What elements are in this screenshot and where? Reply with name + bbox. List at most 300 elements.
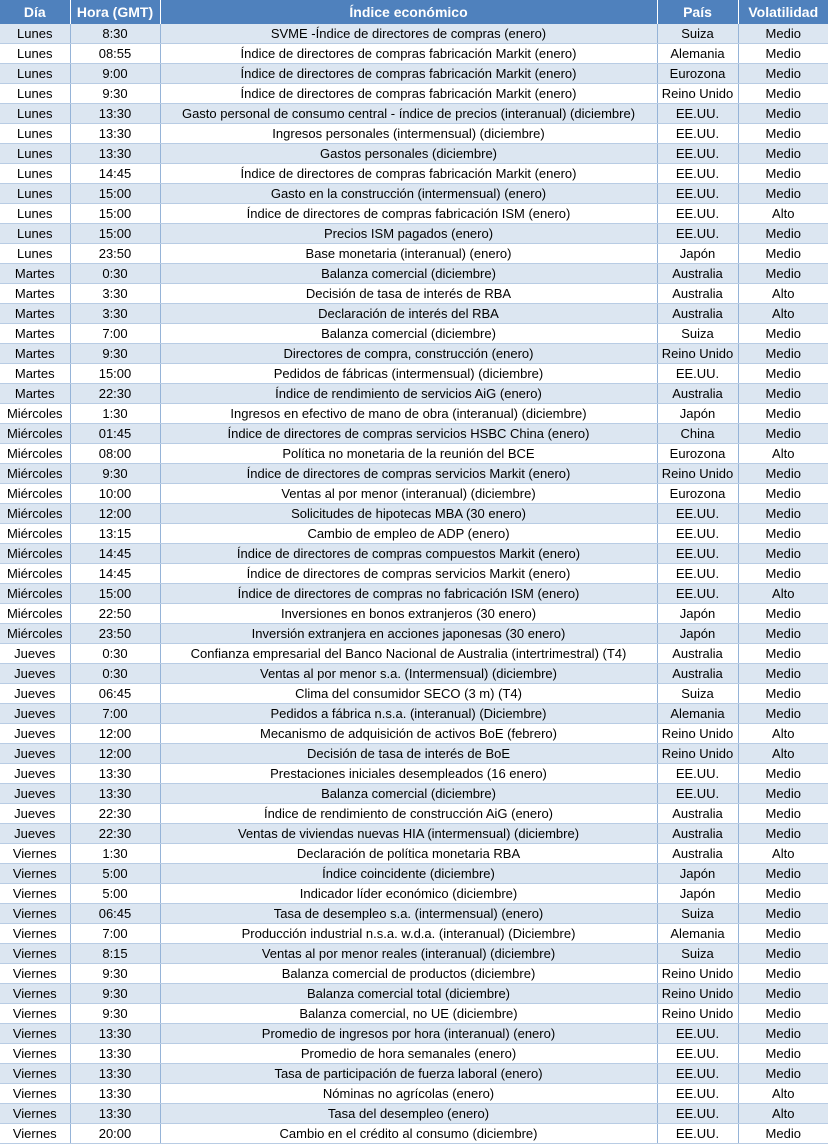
cell-pais: EE.UU. [657, 124, 738, 144]
cell-hora: 13:30 [70, 1064, 160, 1084]
cell-hora: 9:30 [70, 344, 160, 364]
table-row [0, 124, 828, 144]
cell-dia: Viernes [0, 1004, 70, 1024]
cell-hora: 14:45 [70, 164, 160, 184]
cell-pais: EE.UU. [657, 544, 738, 564]
cell-pais: Alemania [657, 924, 738, 944]
cell-indice: Promedio de hora semanales (enero) [160, 1044, 657, 1064]
table-row [0, 164, 828, 184]
cell-pais: EE.UU. [657, 164, 738, 184]
cell-dia: Martes [0, 384, 70, 404]
cell-volatilidad: Medio [738, 1004, 828, 1024]
cell-hora: 15:00 [70, 364, 160, 384]
cell-pais: Alemania [657, 704, 738, 724]
cell-dia: Miércoles [0, 524, 70, 544]
cell-indice: Índice de directores de compras fabricación ISM (enero) [160, 204, 657, 224]
cell-hora: 9:30 [70, 984, 160, 1004]
cell-indice: Mecanismo de adquisición de activos BoE (febrero) [160, 724, 657, 744]
cell-hora: 13:30 [70, 144, 160, 164]
table-row [0, 584, 828, 604]
table-row [0, 524, 828, 544]
table-row [0, 384, 828, 404]
cell-pais: EE.UU. [657, 1024, 738, 1044]
cell-hora: 12:00 [70, 504, 160, 524]
table-row [0, 404, 828, 424]
cell-indice: Indicador líder económico (diciembre) [160, 884, 657, 904]
cell-dia: Viernes [0, 964, 70, 984]
table-row [0, 464, 828, 484]
table-row [0, 204, 828, 224]
header-volatilidad: Volatilidad [738, 0, 828, 24]
cell-dia: Viernes [0, 864, 70, 884]
cell-indice: Política no monetaria de la reunión del BCE [160, 444, 657, 464]
cell-hora: 12:00 [70, 724, 160, 744]
cell-hora: 13:30 [70, 104, 160, 124]
cell-pais: Japón [657, 884, 738, 904]
header-row [0, 0, 828, 24]
cell-indice: Balanza comercial (diciembre) [160, 324, 657, 344]
cell-volatilidad: Medio [738, 404, 828, 424]
header-indice: Índice económico [160, 0, 657, 24]
cell-dia: Lunes [0, 124, 70, 144]
cell-hora: 13:30 [70, 1024, 160, 1044]
cell-indice: Balanza comercial (diciembre) [160, 784, 657, 804]
cell-indice: Índice de directores de compras fabricación Markit (enero) [160, 84, 657, 104]
cell-volatilidad: Medio [738, 364, 828, 384]
cell-volatilidad: Alto [738, 844, 828, 864]
cell-hora: 22:30 [70, 384, 160, 404]
cell-pais: EE.UU. [657, 584, 738, 604]
cell-dia: Lunes [0, 144, 70, 164]
cell-pais: Japón [657, 604, 738, 624]
table-row [0, 564, 828, 584]
cell-pais: Alemania [657, 44, 738, 64]
cell-indice: Índice de directores de compras fabricación Markit (enero) [160, 44, 657, 64]
cell-pais: EE.UU. [657, 104, 738, 124]
cell-pais: Australia [657, 264, 738, 284]
cell-hora: 08:00 [70, 444, 160, 464]
cell-dia: Miércoles [0, 624, 70, 644]
cell-hora: 1:30 [70, 844, 160, 864]
cell-indice: Ventas al por menor reales (interanual) (diciembre) [160, 944, 657, 964]
cell-hora: 23:50 [70, 244, 160, 264]
cell-volatilidad: Alto [738, 1104, 828, 1124]
cell-indice: Índice de directores de compras fabricación Markit (enero) [160, 164, 657, 184]
cell-dia: Miércoles [0, 404, 70, 424]
cell-dia: Viernes [0, 944, 70, 964]
header-pais: País [657, 0, 738, 24]
cell-volatilidad: Medio [738, 624, 828, 644]
cell-indice: Prestaciones iniciales desempleados (16 enero) [160, 764, 657, 784]
cell-pais: EE.UU. [657, 204, 738, 224]
cell-dia: Miércoles [0, 564, 70, 584]
cell-pais: Reino Unido [657, 964, 738, 984]
cell-volatilidad: Medio [738, 764, 828, 784]
cell-dia: Viernes [0, 1124, 70, 1144]
cell-volatilidad: Alto [738, 204, 828, 224]
cell-hora: 01:45 [70, 424, 160, 444]
cell-volatilidad: Medio [738, 44, 828, 64]
cell-dia: Jueves [0, 784, 70, 804]
cell-indice: Gastos personales (diciembre) [160, 144, 657, 164]
cell-pais: EE.UU. [657, 524, 738, 544]
cell-dia: Viernes [0, 1104, 70, 1124]
cell-indice: Balanza comercial total (diciembre) [160, 984, 657, 1004]
cell-dia: Viernes [0, 844, 70, 864]
cell-indice: Ventas de viviendas nuevas HIA (intermensual) (diciembre) [160, 824, 657, 844]
cell-volatilidad: Medio [738, 224, 828, 244]
cell-dia: Jueves [0, 804, 70, 824]
cell-indice: Promedio de ingresos por hora (interanual) (enero) [160, 1024, 657, 1044]
cell-volatilidad: Medio [738, 824, 828, 844]
cell-dia: Jueves [0, 824, 70, 844]
cell-dia: Jueves [0, 744, 70, 764]
table-row [0, 704, 828, 724]
cell-pais: Reino Unido [657, 744, 738, 764]
cell-volatilidad: Medio [738, 684, 828, 704]
table-row [0, 364, 828, 384]
cell-indice: Pedidos de fábricas (intermensual) (diciembre) [160, 364, 657, 384]
cell-hora: 14:45 [70, 544, 160, 564]
cell-indice: Índice de directores de compras servicios Markit (enero) [160, 564, 657, 584]
cell-dia: Jueves [0, 684, 70, 704]
cell-dia: Martes [0, 264, 70, 284]
cell-dia: Lunes [0, 64, 70, 84]
table-row [0, 24, 828, 44]
table-row [0, 744, 828, 764]
cell-pais: EE.UU. [657, 564, 738, 584]
cell-volatilidad: Medio [738, 184, 828, 204]
cell-hora: 15:00 [70, 184, 160, 204]
cell-hora: 14:45 [70, 564, 160, 584]
cell-indice: SVME -Índice de directores de compras (enero) [160, 24, 657, 44]
table-row [0, 264, 828, 284]
cell-indice: Base monetaria (interanual) (enero) [160, 244, 657, 264]
cell-hora: 06:45 [70, 904, 160, 924]
cell-volatilidad: Alto [738, 284, 828, 304]
cell-volatilidad: Medio [738, 144, 828, 164]
cell-pais: Japón [657, 624, 738, 644]
cell-volatilidad: Medio [738, 984, 828, 1004]
cell-volatilidad: Medio [738, 544, 828, 564]
cell-hora: 5:00 [70, 884, 160, 904]
cell-pais: Suiza [657, 24, 738, 44]
cell-pais: Reino Unido [657, 84, 738, 104]
cell-dia: Lunes [0, 244, 70, 264]
cell-indice: Ventas al por menor (interanual) (diciembre) [160, 484, 657, 504]
cell-volatilidad: Medio [738, 944, 828, 964]
cell-pais: EE.UU. [657, 1104, 738, 1124]
cell-indice: Índice de directores de compras fabricación Markit (enero) [160, 64, 657, 84]
cell-volatilidad: Alto [738, 724, 828, 744]
cell-pais: Australia [657, 304, 738, 324]
cell-volatilidad: Medio [738, 564, 828, 584]
cell-pais: Eurozona [657, 484, 738, 504]
cell-hora: 9:30 [70, 964, 160, 984]
cell-indice: Ingresos en efectivo de mano de obra (interanual) (diciembre) [160, 404, 657, 424]
cell-dia: Miércoles [0, 464, 70, 484]
cell-hora: 22:30 [70, 824, 160, 844]
cell-dia: Lunes [0, 224, 70, 244]
cell-hora: 7:00 [70, 924, 160, 944]
table-row [0, 924, 828, 944]
cell-dia: Miércoles [0, 604, 70, 624]
cell-dia: Viernes [0, 1064, 70, 1084]
cell-volatilidad: Medio [738, 644, 828, 664]
table-row [0, 144, 828, 164]
cell-volatilidad: Medio [738, 704, 828, 724]
table-row [0, 484, 828, 504]
cell-pais: Reino Unido [657, 984, 738, 1004]
cell-pais: Japón [657, 404, 738, 424]
cell-indice: Declaración de interés del RBA [160, 304, 657, 324]
cell-pais: Suiza [657, 324, 738, 344]
cell-pais: Australia [657, 644, 738, 664]
cell-dia: Miércoles [0, 424, 70, 444]
cell-indice: Tasa de participación de fuerza laboral (enero) [160, 1064, 657, 1084]
cell-hora: 15:00 [70, 204, 160, 224]
cell-hora: 5:00 [70, 864, 160, 884]
table-row [0, 604, 828, 624]
header-hora: Hora (GMT) [70, 0, 160, 24]
cell-hora: 0:30 [70, 644, 160, 664]
table-row [0, 644, 828, 664]
cell-indice: Índice de directores de compras no fabricación ISM (enero) [160, 584, 657, 604]
table-row [0, 624, 828, 644]
cell-hora: 10:00 [70, 484, 160, 504]
cell-hora: 13:15 [70, 524, 160, 544]
cell-dia: Jueves [0, 724, 70, 744]
cell-dia: Martes [0, 344, 70, 364]
cell-volatilidad: Medio [738, 384, 828, 404]
cell-hora: 15:00 [70, 584, 160, 604]
cell-volatilidad: Medio [738, 1024, 828, 1044]
cell-volatilidad: Medio [738, 24, 828, 44]
cell-hora: 3:30 [70, 284, 160, 304]
table-row [0, 424, 828, 444]
cell-hora: 13:30 [70, 1084, 160, 1104]
cell-indice: Balanza comercial de productos (diciembre) [160, 964, 657, 984]
table-body [0, 24, 828, 1144]
cell-volatilidad: Medio [738, 864, 828, 884]
cell-dia: Miércoles [0, 544, 70, 564]
cell-pais: China [657, 424, 738, 444]
cell-dia: Lunes [0, 164, 70, 184]
cell-dia: Lunes [0, 44, 70, 64]
table-row [0, 84, 828, 104]
table-row [0, 444, 828, 464]
cell-pais: EE.UU. [657, 504, 738, 524]
cell-volatilidad: Medio [738, 64, 828, 84]
cell-indice: Declaración de política monetaria RBA [160, 844, 657, 864]
cell-dia: Viernes [0, 1084, 70, 1104]
cell-pais: Reino Unido [657, 724, 738, 744]
cell-pais: EE.UU. [657, 784, 738, 804]
cell-volatilidad: Alto [738, 444, 828, 464]
table-row [0, 344, 828, 364]
cell-dia: Viernes [0, 924, 70, 944]
cell-indice: Balanza comercial, no UE (diciembre) [160, 1004, 657, 1024]
table-row [0, 1024, 828, 1044]
cell-volatilidad: Medio [738, 1124, 828, 1144]
cell-volatilidad: Medio [738, 1044, 828, 1064]
cell-dia: Viernes [0, 1024, 70, 1044]
cell-hora: 3:30 [70, 304, 160, 324]
cell-dia: Viernes [0, 1044, 70, 1064]
cell-dia: Martes [0, 324, 70, 344]
table-row [0, 764, 828, 784]
cell-dia: Viernes [0, 984, 70, 1004]
cell-volatilidad: Medio [738, 104, 828, 124]
cell-dia: Martes [0, 304, 70, 324]
table-row [0, 724, 828, 744]
cell-indice: Nóminas no agrícolas (enero) [160, 1084, 657, 1104]
cell-volatilidad: Medio [738, 424, 828, 444]
cell-hora: 9:30 [70, 464, 160, 484]
cell-pais: Reino Unido [657, 344, 738, 364]
cell-pais: EE.UU. [657, 1044, 738, 1064]
cell-volatilidad: Medio [738, 924, 828, 944]
cell-indice: Tasa de desempleo s.a. (intermensual) (enero) [160, 904, 657, 924]
table-row [0, 504, 828, 524]
cell-dia: Jueves [0, 664, 70, 684]
cell-pais: EE.UU. [657, 144, 738, 164]
cell-dia: Viernes [0, 884, 70, 904]
cell-hora: 8:15 [70, 944, 160, 964]
cell-indice: Tasa del desempleo (enero) [160, 1104, 657, 1124]
table-row [0, 1064, 828, 1084]
header-dia: Día [0, 0, 70, 24]
cell-pais: Australia [657, 664, 738, 684]
cell-volatilidad: Medio [738, 244, 828, 264]
cell-volatilidad: Medio [738, 84, 828, 104]
table-row [0, 984, 828, 1004]
table-row [0, 884, 828, 904]
table-row [0, 104, 828, 124]
cell-volatilidad: Medio [738, 504, 828, 524]
cell-volatilidad: Medio [738, 164, 828, 184]
cell-pais: Australia [657, 284, 738, 304]
cell-volatilidad: Medio [738, 524, 828, 544]
cell-pais: Australia [657, 824, 738, 844]
cell-hora: 13:30 [70, 124, 160, 144]
cell-indice: Inversión extranjera en acciones japonesas (30 enero) [160, 624, 657, 644]
cell-volatilidad: Medio [738, 964, 828, 984]
table-row [0, 64, 828, 84]
cell-volatilidad: Alto [738, 1084, 828, 1104]
cell-hora: 08:55 [70, 44, 160, 64]
cell-pais: EE.UU. [657, 1124, 738, 1144]
table-row [0, 844, 828, 864]
cell-hora: 9:00 [70, 64, 160, 84]
cell-hora: 22:50 [70, 604, 160, 624]
cell-pais: EE.UU. [657, 764, 738, 784]
cell-indice: Índice de directores de compras compuestos Markit (enero) [160, 544, 657, 564]
cell-hora: 0:30 [70, 264, 160, 284]
cell-hora: 23:50 [70, 624, 160, 644]
cell-pais: Australia [657, 384, 738, 404]
cell-volatilidad: Medio [738, 604, 828, 624]
cell-indice: Clima del consumidor SECO (3 m) (T4) [160, 684, 657, 704]
cell-pais: EE.UU. [657, 364, 738, 384]
cell-volatilidad: Medio [738, 464, 828, 484]
cell-volatilidad: Alto [738, 744, 828, 764]
table-row [0, 1004, 828, 1024]
cell-volatilidad: Medio [738, 124, 828, 144]
table-row [0, 944, 828, 964]
cell-dia: Lunes [0, 84, 70, 104]
cell-volatilidad: Medio [738, 804, 828, 824]
cell-hora: 13:30 [70, 764, 160, 784]
cell-pais: Suiza [657, 904, 738, 924]
cell-dia: Lunes [0, 204, 70, 224]
cell-volatilidad: Medio [738, 904, 828, 924]
table-row [0, 44, 828, 64]
cell-hora: 0:30 [70, 664, 160, 684]
table-row [0, 1044, 828, 1064]
cell-pais: Eurozona [657, 64, 738, 84]
cell-pais: EE.UU. [657, 1084, 738, 1104]
cell-volatilidad: Medio [738, 264, 828, 284]
cell-dia: Lunes [0, 184, 70, 204]
table-row [0, 224, 828, 244]
cell-indice: Índice de rendimiento de servicios AiG (enero) [160, 384, 657, 404]
cell-volatilidad: Alto [738, 304, 828, 324]
cell-indice: Producción industrial n.s.a. w.d.a. (interanual) (Diciembre) [160, 924, 657, 944]
cell-volatilidad: Medio [738, 484, 828, 504]
cell-indice: Cambio en el crédito al consumo (diciembre) [160, 1124, 657, 1144]
table-row [0, 904, 828, 924]
cell-indice: Decisión de tasa de interés de BoE [160, 744, 657, 764]
cell-indice: Gasto personal de consumo central - índice de precios (interanual) (diciembre) [160, 104, 657, 124]
cell-pais: EE.UU. [657, 184, 738, 204]
cell-indice: Solicitudes de hipotecas MBA (30 enero) [160, 504, 657, 524]
cell-hora: 7:00 [70, 324, 160, 344]
cell-indice: Ventas al por menor s.a. (Intermensual) (diciembre) [160, 664, 657, 684]
cell-hora: 20:00 [70, 1124, 160, 1144]
table-row [0, 964, 828, 984]
cell-dia: Martes [0, 284, 70, 304]
cell-indice: Ingresos personales (intermensual) (diciembre) [160, 124, 657, 144]
cell-indice: Índice de directores de compras servicios HSBC China (enero) [160, 424, 657, 444]
cell-indice: Confianza empresarial del Banco Nacional de Australia (intertrimestral) (T4) [160, 644, 657, 664]
cell-indice: Inversiones en bonos extranjeros (30 enero) [160, 604, 657, 624]
table-row [0, 684, 828, 704]
cell-dia: Jueves [0, 644, 70, 664]
cell-pais: Japón [657, 244, 738, 264]
cell-hora: 06:45 [70, 684, 160, 704]
table-row [0, 864, 828, 884]
cell-dia: Miércoles [0, 444, 70, 464]
cell-hora: 1:30 [70, 404, 160, 424]
cell-indice: Índice de directores de compras servicios Markit (enero) [160, 464, 657, 484]
cell-hora: 9:30 [70, 1004, 160, 1024]
cell-dia: Lunes [0, 24, 70, 44]
cell-dia: Miércoles [0, 504, 70, 524]
cell-pais: EE.UU. [657, 224, 738, 244]
cell-dia: Lunes [0, 104, 70, 124]
cell-indice: Directores de compra, construcción (enero) [160, 344, 657, 364]
table-row [0, 284, 828, 304]
cell-volatilidad: Alto [738, 584, 828, 604]
cell-indice: Decisión de tasa de interés de RBA [160, 284, 657, 304]
cell-volatilidad: Medio [738, 1064, 828, 1084]
table-row [0, 1084, 828, 1104]
cell-hora: 22:30 [70, 804, 160, 824]
cell-hora: 7:00 [70, 704, 160, 724]
table-row [0, 304, 828, 324]
cell-indice: Índice de rendimiento de construcción AiG (enero) [160, 804, 657, 824]
